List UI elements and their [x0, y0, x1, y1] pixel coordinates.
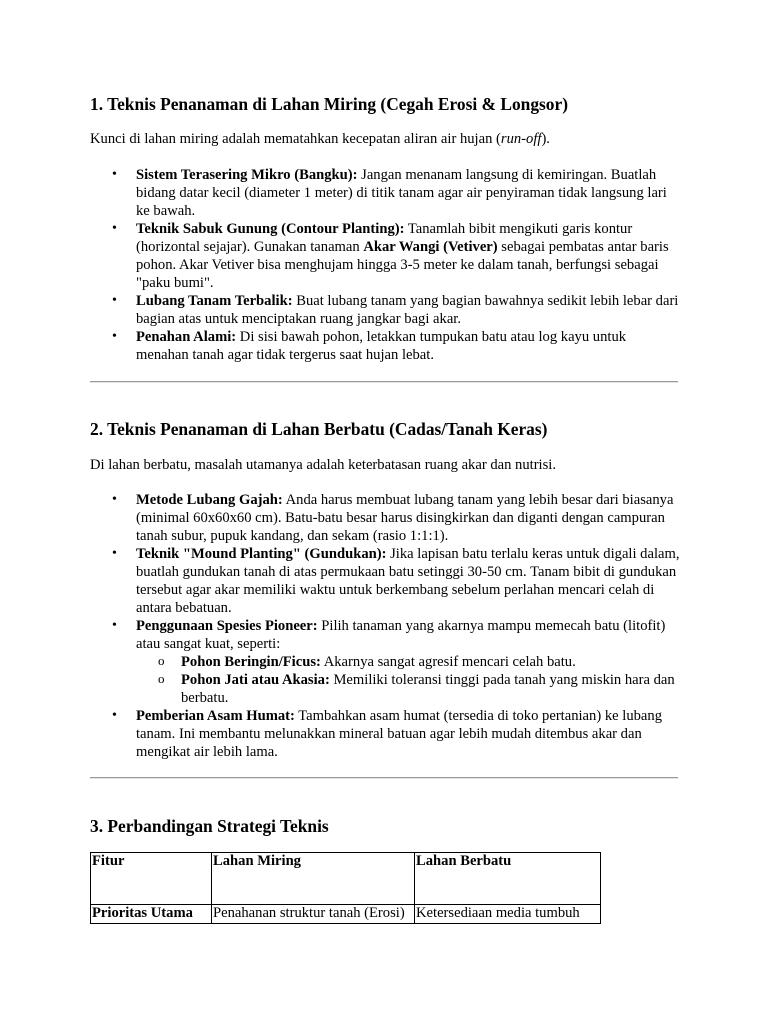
section-1-list [90, 166, 680, 364]
header-label: Fitur [92, 853, 125, 869]
list-item [90, 491, 680, 545]
item-text: Anda harus membuat lubang tanam yang lebih besar dari biasanya (minimal 60x60x60 cm). Batu-batu besar harus disingkirkan dan diganti dengan campuran tanah subur, pupuk kandang, dan sekam (rasio 1:1:1). [136, 492, 674, 544]
sub-item-term: Pohon Jati atau Akasia: [181, 672, 330, 688]
item-text: Di sisi bawah pohon, letakkan tumpukan batu atau log kayu untuk menahan tanah agar tidak tergerus saat hujan lebat. [136, 329, 627, 363]
comparison-table [90, 852, 601, 924]
item-term: Sistem Terasering Mikro (Bangku): [136, 167, 358, 183]
section-divider [90, 777, 678, 779]
list-item [90, 166, 680, 220]
header-label: Lahan Miring [213, 853, 301, 869]
item-text: Jangan menanam langsung di kemiringan. Buatlah bidang datar kecil (diameter 1 meter) di titik tanam agar air penyiraman tidak langsung lari ke bawah. [136, 167, 667, 219]
intro-text-end: ). [541, 131, 550, 147]
item-term: Teknik Sabuk Gunung (Contour Planting): [136, 221, 405, 237]
item-text: Jika lapisan batu terlalu keras untuk digali dalam, buatlah gundukan tanah di atas permukaan batu setinggi 30-50 cm. Tanam bibit di gundukan tersebut agar akar memiliki waktu untuk berkembang sebelum perlahan mencari celah di antara bebatuan. [136, 546, 680, 616]
sub-list-item [136, 671, 680, 707]
section-divider [90, 381, 678, 383]
sub-item-text: Akarnya sangat agresif mencari celah batu. [320, 654, 576, 670]
item-text: Tambahkan asam humat (tersedia di toko pertanian) ke lubang tanam. Ini membantu melunakkan mineral batuan agar lebih mudah ditembus akar dan mengikat air lebih lama. [136, 708, 662, 760]
item-term-inline: Akar Wangi (Vetiver) [363, 239, 498, 255]
table-row [91, 905, 601, 924]
sub-list-item [136, 653, 680, 671]
item-term: Penahan Alami: [136, 329, 237, 345]
list-item [90, 328, 680, 364]
list-item [90, 292, 680, 328]
section-3-heading: 3. Perbandingan Strategi Teknis [90, 816, 329, 836]
list-item [90, 707, 680, 761]
table-header-cell [415, 853, 601, 905]
item-text: Pilih tanaman yang akarnya mampu memecah batu (litofit) atau sangat kuat, seperti: [136, 618, 666, 652]
header-label: Lahan Berbatu [416, 853, 512, 869]
intro-text: Kunci di lahan miring adalah mematahkan kecepatan aliran air hujan ( [90, 131, 501, 147]
table-header-cell [91, 853, 212, 905]
intro-emphasis: run-off [500, 131, 542, 147]
sub-item-text: Memiliki toleransi tinggi pada tanah yang miskin hara dan berbatu. [181, 672, 675, 706]
item-term: Lubang Tanam Terbalik: [136, 293, 293, 309]
table-cell: Ketersediaan media tumbuh [415, 905, 601, 924]
list-item [90, 617, 680, 707]
item-term: Penggunaan Spesies Pioneer: [136, 618, 318, 634]
sub-list [136, 653, 680, 707]
list-item [90, 545, 680, 617]
item-term: Pemberian Asam Humat: [136, 708, 295, 724]
sub-item-term: Pohon Beringin/Ficus: [181, 654, 321, 670]
item-term: Teknik "Mound Planting" (Gundukan): [136, 546, 387, 562]
item-text: sebagai pembatas antar baris pohon. Akar Vetiver bisa menghujam hingga 3-5 meter ke dalam tanah, berfungsi sebagai "paku bumi". [136, 239, 669, 291]
item-text: Tanamlah bibit mengikuti garis kontur (horizontal sejajar). Gunakan tanaman [136, 221, 633, 255]
table-header-cell [212, 853, 415, 905]
section-2-intro: Di lahan berbatu, masalah utamanya adalah keterbatasan ruang akar dan nutrisi. [90, 457, 556, 473]
table-cell: Penahanan struktur tanah (Erosi) [212, 905, 415, 924]
list-item [90, 220, 680, 292]
item-text: Buat lubang tanam yang bagian bawahnya sedikit lebih lebar dari bagian atas untuk menciptakan ruang jangkar bagi akar. [136, 293, 679, 327]
row-label: Prioritas Utama [92, 905, 193, 921]
section-1-heading: 1. Teknis Penanaman di Lahan Miring (Cegah Erosi & Longsor) [90, 94, 569, 114]
table-cell [91, 905, 212, 924]
item-term: Metode Lubang Gajah: [136, 492, 283, 508]
section-1-intro [90, 130, 550, 148]
table-header-row [91, 853, 601, 905]
section-2-list [90, 491, 680, 761]
section-2-heading: 2. Teknis Penanaman di Lahan Berbatu (Cadas/Tanah Keras) [90, 419, 548, 439]
